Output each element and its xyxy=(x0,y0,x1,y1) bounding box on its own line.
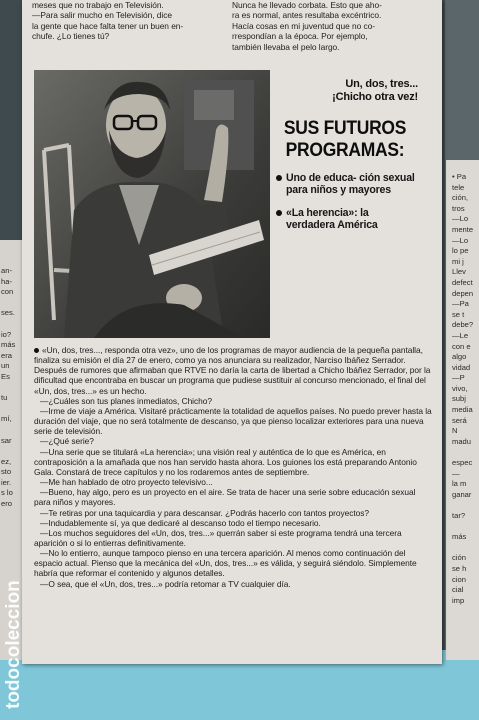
article-paragraph: —Los muchos seguidores del «Un, dos, tres...» querrán saber si este programa tendrá una tercera aparición o si lo entierras definitivamente. xyxy=(34,527,402,548)
side-text-line: N xyxy=(452,426,458,436)
side-text-line: ganar xyxy=(452,489,472,499)
article-paragraph: —¿Qué serie? xyxy=(40,436,94,447)
side-text-line: sto xyxy=(1,467,12,477)
photo-illustration xyxy=(34,70,270,338)
headline-title: PROGRAMAS: xyxy=(285,140,405,161)
bullet-list xyxy=(272,172,418,232)
text-line: Nunca he llevado corbata. Esto que aho- xyxy=(232,0,382,10)
article-body xyxy=(34,345,432,645)
article-paragraph: —Me han hablado de otro proyecto televisivo... xyxy=(40,477,213,488)
side-text-line: madu xyxy=(452,436,471,446)
text-line: —Para salir mucho en Televisión, dice xyxy=(32,10,172,21)
side-text-line: ier. xyxy=(1,477,12,487)
side-text-line: un xyxy=(1,361,10,371)
side-text-line: vivo, xyxy=(452,383,468,393)
side-text-line: • Pa xyxy=(452,172,467,181)
headline-block xyxy=(272,78,418,308)
side-text-line xyxy=(1,425,22,436)
side-text-line: ha- xyxy=(1,276,12,286)
side-text-line: ción xyxy=(452,553,466,563)
side-text-line: mente xyxy=(452,224,474,234)
article-paragraph: —Bueno, hay algo, pero es un proyecto en el aire. Se trata de hacer una serie sobre educación sexual para niños y mayores. xyxy=(34,487,416,508)
headline-title: SUS FUTUROS xyxy=(283,118,407,139)
side-text-line: io? xyxy=(1,329,12,339)
side-text-line: imp xyxy=(452,595,465,605)
side-text-line: será xyxy=(452,415,467,425)
text-line: también llevaba el pelo largo. xyxy=(232,41,340,52)
side-text-line: lo pe xyxy=(452,246,469,256)
article-paragraph: —Indudablemente sí, ya que dedicaré al descanso todo el tiempo necesario. xyxy=(40,517,321,528)
side-text-line: ción, xyxy=(452,193,469,203)
side-text-line: mí, xyxy=(1,414,12,424)
side-text-line: se t xyxy=(452,309,465,319)
side-text-line: Llev xyxy=(452,267,466,277)
side-text-line: ez, xyxy=(1,456,12,466)
article-paragraph: «Un, dos, tres..., responda otra vez», uno de los programas de mayor audiencia de la pequeña pantalla, finaliza su emisión el día 27 de enero, como ya nos anunciara su realizador, Narciso Ibáñez Serrador. Después de rumores que afirmaban que RTVE no daría la carta de libertad a Chicho Ibáñez Serrador, por la dificultad que encontraba en buscar un programa que pudiese sustituir al concurso mencionado, el final del «Un, dos, tres...» es un hecho. xyxy=(34,345,431,396)
side-text-line xyxy=(452,500,479,511)
side-text-line: sar xyxy=(1,435,12,445)
adjacent-page-right-text xyxy=(452,172,479,606)
text-line: rrespondían a la época. Por ejemplo, xyxy=(232,31,368,42)
top-left-column xyxy=(32,0,218,56)
article-paragraph: —¿Cuáles son tus planes inmediatos, Chicho? xyxy=(40,395,212,406)
side-text-line xyxy=(1,298,22,309)
side-text-line: mi j xyxy=(452,256,464,266)
text-line: la gente que hace falta tener un buen en- xyxy=(32,20,184,31)
bullet-item: «La herencia»: la verdadera América xyxy=(272,207,418,232)
text-line: meses que no trabajo en Televisión. xyxy=(32,0,164,10)
article-paragraph: —O sea, que el «Un, dos, tres...» podría retomar a TV cualquier día. xyxy=(40,578,291,589)
side-text-line: la m xyxy=(452,479,467,489)
kicker-line: ¡Chicho otra vez! xyxy=(332,91,418,103)
side-text-line: tros xyxy=(452,203,465,213)
side-text-line: —Lo xyxy=(452,235,469,245)
side-text-line xyxy=(1,404,22,415)
side-text-line: media xyxy=(452,405,473,415)
side-text-line: se h xyxy=(452,563,467,573)
kicker-line: Un, dos, tres... xyxy=(345,78,418,90)
side-text-line: era xyxy=(1,350,12,360)
side-text-line: vidad xyxy=(452,362,471,372)
article-paragraph: —Irme de viaje a América. Visitaré prácticamente la totalidad de aquellos países. No puedo prever hasta la duración del viaje, que no será totalmente de descanso, ya que pienso localizar exteriores para una nueva serie de televisión. xyxy=(34,405,432,437)
side-text-line: s lo xyxy=(1,488,13,498)
side-text-line: —Le xyxy=(452,330,469,340)
article-paragraph: —Una serie que se titulará «La herencia»; una visión real y auténtica de lo que es América, en contraposición a la amañada que nos han servido hasta ahora. Los guiones los está preparando Antonio Gala. Constará de trece capítulos y no los rodaremos antes de septiembre. xyxy=(34,446,417,477)
adjacent-page-left-text xyxy=(1,266,22,510)
side-text-line: con e xyxy=(452,341,471,351)
side-text-line: cial xyxy=(452,585,464,595)
side-text-line: tele xyxy=(452,182,465,192)
side-text-line: espec xyxy=(452,458,473,468)
side-text-line: subj xyxy=(452,394,466,404)
side-text-line: —Pa xyxy=(452,299,469,309)
bullet-item: Uno de educa- ción sexual para niños y mayores xyxy=(272,172,418,197)
side-text-line xyxy=(1,446,22,457)
article-paragraph: —Te retiras por una taquicardia y para descansar. ¿Podrás hacerlo con tantos proyectos? xyxy=(40,507,369,518)
side-text-line: cion xyxy=(452,574,466,584)
watermark-text: todocoleccion xyxy=(3,580,24,709)
top-right-column xyxy=(232,0,428,60)
side-text-line: debe? xyxy=(452,320,474,330)
article-paragraph: —No lo entierro, aunque tampoco pienso en una tercera aparición. Al menos como continuación del espacio actual. Pienso que la mecánica del «Un, dos, tres...» es válida, y seguirá siéndolo. Simplemente habría que reformar el contenido y algunos detalles. xyxy=(34,548,417,579)
side-text-line: algo xyxy=(452,352,467,362)
side-text-line: más xyxy=(452,532,467,542)
side-text-line: —P xyxy=(452,373,465,383)
side-text-line: tu xyxy=(1,393,8,403)
watermark-logo xyxy=(1,541,25,711)
side-text-line xyxy=(452,447,479,458)
side-text-line: tar? xyxy=(452,511,466,520)
side-text-line: ero xyxy=(1,499,12,509)
bullet-dot-icon xyxy=(34,348,39,353)
side-text-line: —Lo xyxy=(452,214,469,224)
side-text-line: Es xyxy=(1,371,10,381)
side-text-line: con xyxy=(1,287,14,297)
side-text-line: — xyxy=(452,468,460,478)
side-text-line xyxy=(452,522,479,533)
side-text-line: más xyxy=(1,340,16,350)
side-text-line: an- xyxy=(1,266,12,275)
side-text-line xyxy=(1,383,22,394)
text-line: chufe. ¿Lo tienes tú? xyxy=(32,31,110,42)
side-text-line: ses. xyxy=(1,308,15,318)
text-line: Hacía cosas en mi juventud que no co- xyxy=(232,20,375,31)
side-text-line: depen xyxy=(452,288,474,298)
side-text-line xyxy=(1,319,22,330)
side-text-line xyxy=(452,543,479,554)
side-text-line: defect xyxy=(452,277,473,287)
text-line: ra es normal, antes resultaba excéntrico. xyxy=(232,10,382,21)
portrait-photo xyxy=(34,70,270,338)
